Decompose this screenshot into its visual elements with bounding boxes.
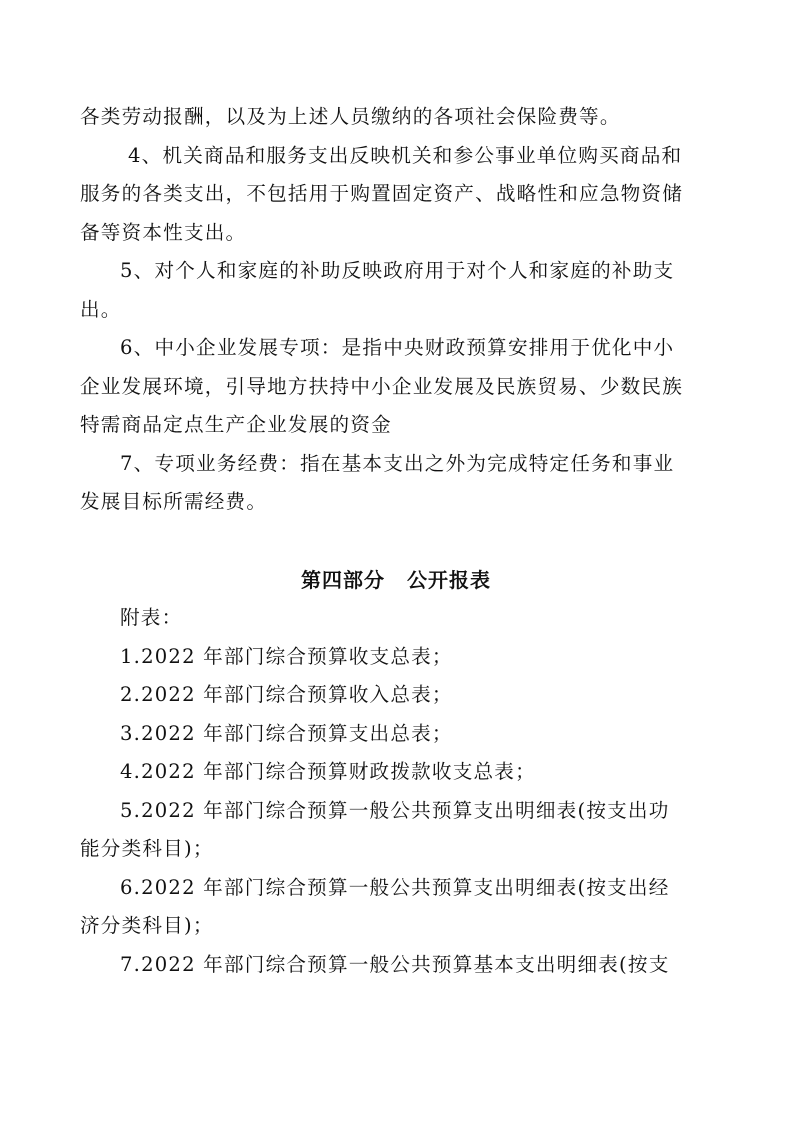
- paragraph-line: 各类劳动报酬，以及为上述人员缴纳的各项社会保险费等。: [80, 105, 621, 128]
- attachment-item: 5.2022 年部门综合预算一般公共预算支出明细表(按支出功: [120, 798, 670, 822]
- paragraph-line: 出。: [80, 297, 122, 321]
- attachment-item-continuation: 济分类科目)；: [80, 914, 214, 937]
- attachment-label: 附表：: [120, 606, 183, 629]
- paragraph-line: 4、机关商品和服务支出反映机关和参公事业单位购买商品和: [128, 143, 683, 167]
- paragraph-line: 特需商品定点生产企业发展的资金: [80, 413, 392, 436]
- paragraph-line: 发展目标所需经费。: [80, 490, 268, 513]
- paragraph-line: 7、专项业务经费：指在基本支出之外为完成特定任务和事业: [120, 451, 675, 475]
- section-heading: [80, 561, 712, 600]
- attachment-item: 2.2022 年部门综合预算收入总表；: [120, 683, 453, 706]
- paragraph-line: 企业发展环境，引导地方扶持中小企业发展及民族贸易、少数民族: [80, 374, 684, 398]
- document-body: [80, 98, 712, 984]
- attachment-item: 1.2022 年部门综合预算收支总表；: [120, 644, 453, 668]
- section-gap: [80, 522, 712, 561]
- attachment-item: 6.2022 年部门综合预算一般公共预算支出明细表(按支出经: [120, 875, 670, 899]
- paragraph-line: 服务的各类支出，不包括用于购置固定资产、战略性和应急物资储: [80, 182, 684, 205]
- paragraph-line: 5、对个人和家庭的补助反映政府用于对个人和家庭的补助支: [120, 259, 675, 282]
- paragraph-line: 6、中小企业发展专项：是指中央财政预算安排用于优化中小: [120, 336, 675, 359]
- attachment-item: 3.2022 年部门综合预算支出总表；: [120, 721, 453, 745]
- paragraph-line: 备等资本性支出。: [80, 220, 247, 244]
- attachment-item-continuation: 能分类科目)；: [80, 837, 214, 860]
- section-heading-name: 公开报表: [407, 567, 491, 592]
- attachment-item: 4.2022 年部门综合预算财政拨款收支总表；: [120, 760, 536, 783]
- section-heading-part: 第四部分: [301, 567, 385, 592]
- attachment-item: 7.2022 年部门综合预算一般公共预算基本支出明细表(按支: [120, 952, 670, 976]
